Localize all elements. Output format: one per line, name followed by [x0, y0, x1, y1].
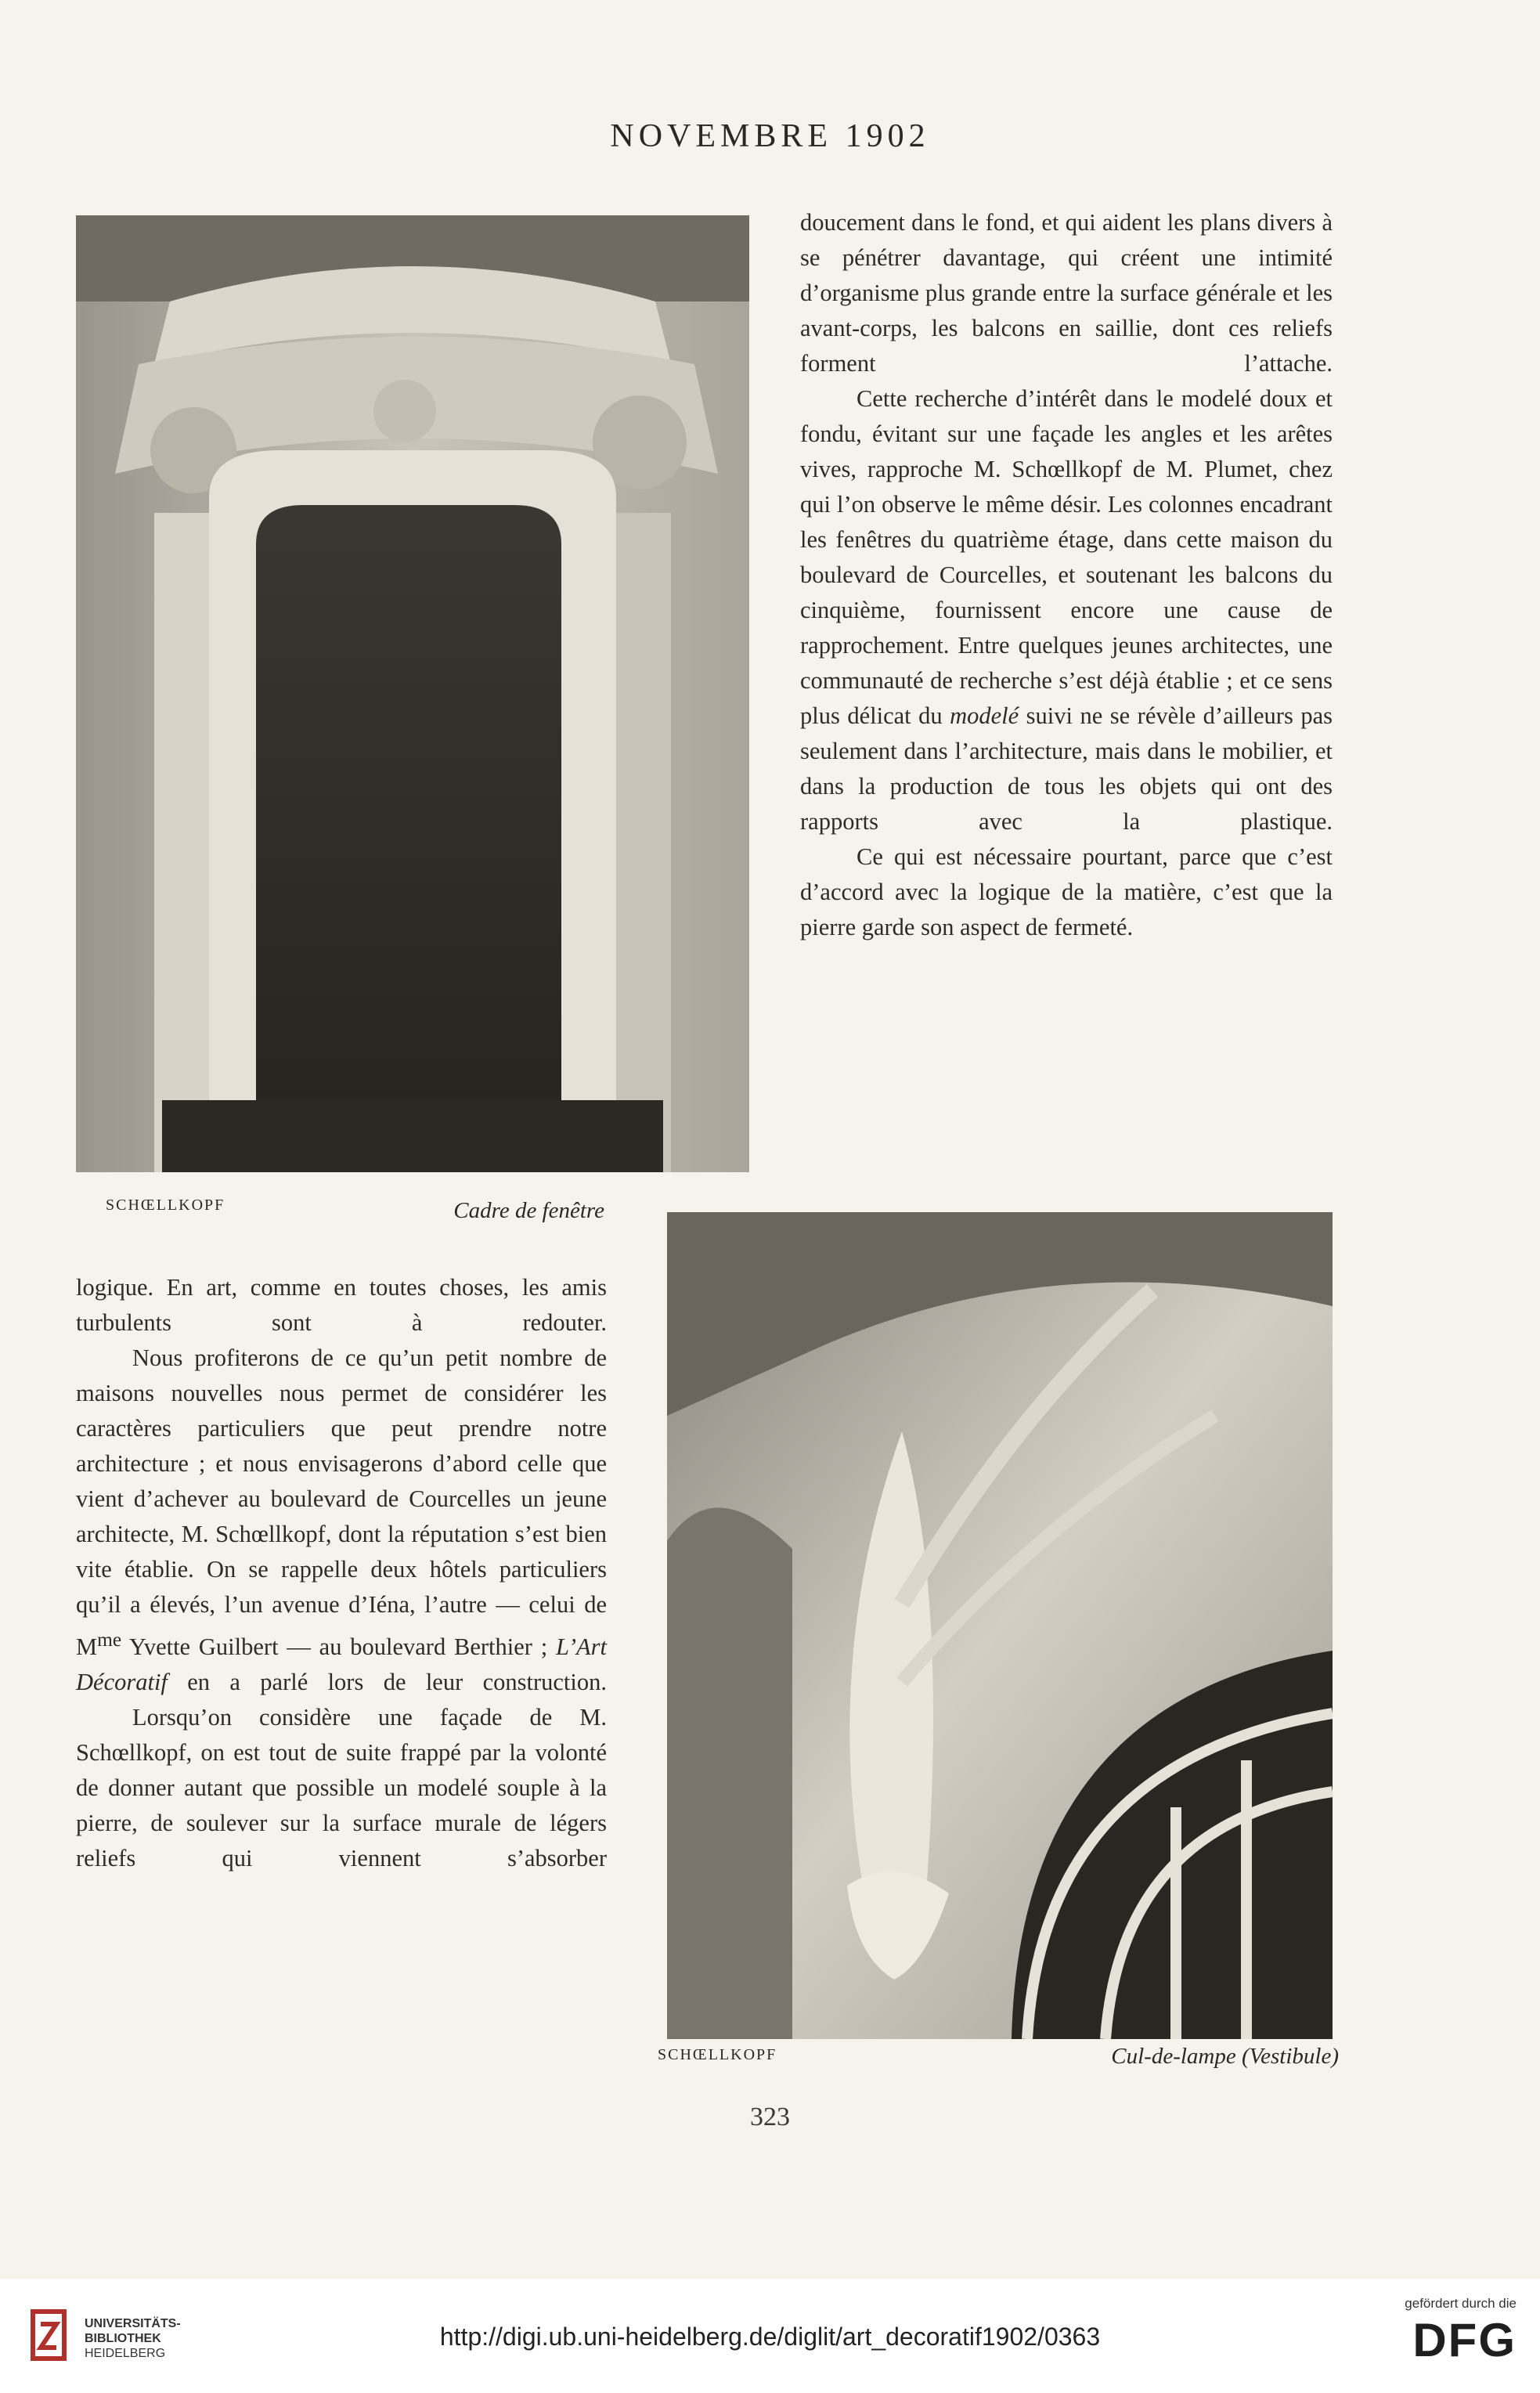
- page-header: NOVEMBRE 1902: [610, 118, 930, 154]
- paragraph: Cette recherche d’intérêt dans le modelé doux et fondu, évitant sur une façade les angles et les arêtes vives, rapproche M. Schœllkopf de M. Plumet, chez qui l’on observe le même désir. Les colonnes encadrant les fenêtres du quatrième étage, dans cette maison du boulevard de Courcelles, et soutenant les balcons du cinquième, fournissent encore une cause de rapprochement. Entre quelques jeunes architectes, une communauté de recherche s’est déjà établie ; et ce sens plus délicat du modelé suivi ne se révèle d’ailleurs pas seulement dans l’architecture, mais dans le mobilier, et dans la production de tous les objets qui ont des rapports avec la plastique.: [800, 385, 1333, 835]
- funder-text: gefördert durch die: [1405, 2296, 1517, 2311]
- paragraph: Nous profiterons de ce qu’un petit nombre de maisons nouvelles nous permet de considérer les caractères particuliers que peut prendre notre architecture ; et nous envisagerons d’abord celle que vient d’achever au boulevard de Courcelles un jeune architecte, M. Schœllkopf, dont la réputation s’est bien vite établie. On se rappelle deux hôtels particuliers qu’il a élevés, l’un avenue d’Iéna, l’autre — celui de $M^{me}$ Yvette Guilbert — au boulevard Berthier ; L’Art Décoratif en a parlé lors de leur construction.: [76, 1344, 607, 1696]
- paragraph: Lorsqu’on considère une façade de M. Schœllkopf, on est tout de suite frappé par la volonté de donner autant que possible un modelé souple à la pierre, de soulever sur la surface murale de légers reliefs qui viennent s’absorber: [76, 1704, 607, 1872]
- figure1-credit: SCHŒLLKOPF: [106, 1196, 225, 1214]
- footer-bar: [0, 2279, 1540, 2393]
- figure1-caption: Cadre de fenêtre: [453, 1198, 604, 1223]
- paragraph: Ce qui est nécessaire pourtant, parce que c’est d’accord avec la logique de la matière, c’est que la pierre garde son aspect de fermeté.: [800, 843, 1333, 940]
- photo-cul-de-lampe-image: [667, 1212, 1333, 2039]
- paragraph: logique. En art, comme en toutes choses, les amis turbulents sont à redouter.: [76, 1274, 607, 1336]
- library-name: UNIVERSITÄTS- BIBLIOTHEK HEIDELBERG: [85, 2317, 181, 2360]
- funder-credit: [1405, 2296, 1517, 2365]
- dfg-logo: DFG: [1412, 2314, 1517, 2366]
- right-column-text: [800, 205, 1333, 945]
- source-url-link[interactable]: http://digi.ub.uni-heidelberg.de/diglit/art_decoratif1902/0363: [439, 2323, 1101, 2351]
- figure2-caption: Cul-de-lampe (Vestibule): [1111, 2044, 1339, 2069]
- photo-cul-de-lampe: [667, 1212, 1333, 2039]
- figure2-credit: SCHŒLLKOPF: [658, 2046, 777, 2063]
- page-number: 323: [750, 2102, 790, 2131]
- photo-window-frame: [76, 215, 749, 1172]
- paragraph: doucement dans le fond, et qui aident les plans divers à se pénétrer davantage, qui créent une intimité d’organisme plus grande entre la surface générale et les avant-corps, les balcons en saillie, dont ces reliefs forment l’attache.: [800, 209, 1333, 377]
- left-column-text: [76, 1270, 607, 1876]
- photo-window-frame-image: [76, 215, 749, 1172]
